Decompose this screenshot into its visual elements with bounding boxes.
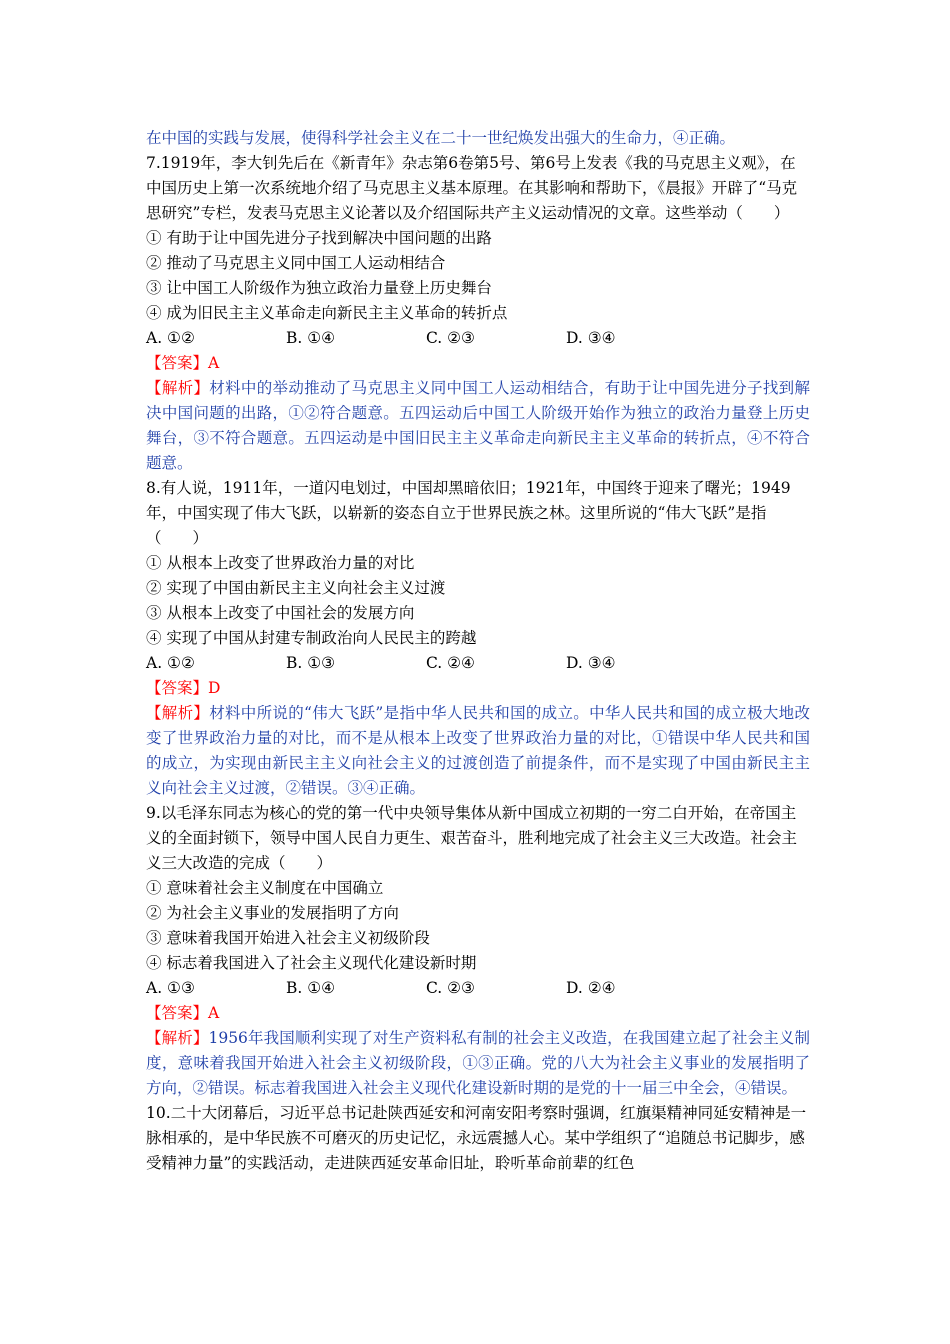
question-stem: 7.1919年，李大钊先后在《新青年》杂志第6卷第5号、第6号上发表《我的马克思主义观》，在中国历史上第一次系统地介绍了马克思主义基本原理。在其影响和帮助下，《晨报》开辟了“马克思研究”专栏，发表马克思主义论著以及介绍国际共产主义运动情况的文章。这些举动（ ） xyxy=(146,154,798,222)
answer-choices xyxy=(146,976,810,1001)
document-content xyxy=(146,126,810,1176)
answer-line xyxy=(146,351,810,376)
explanation xyxy=(146,1026,810,1101)
answer-choices xyxy=(146,651,810,676)
answer-tag: 【答案】 xyxy=(146,679,209,697)
choice-c: C. ②③ xyxy=(426,979,475,997)
answer-tag: 【答案】 xyxy=(146,1004,209,1022)
question-8 xyxy=(146,476,810,801)
option-3: ③ 让中国工人阶级作为独立政治力量登上历史舞台 xyxy=(146,279,492,297)
choice-d: D. ②④ xyxy=(566,979,616,997)
answer-value: D xyxy=(208,679,221,697)
answer-tag: 【答案】 xyxy=(146,354,209,372)
choice-a: A. ①③ xyxy=(146,979,195,997)
option-3: ③ 从根本上改变了中国社会的发展方向 xyxy=(146,604,415,622)
option-2: ② 推动了马克思主义同中国工人运动相结合 xyxy=(146,254,446,272)
option-2: ② 为社会主义事业的发展指明了方向 xyxy=(146,904,399,922)
question-stem: 10.二十大闭幕后，习近平总书记赴陕西延安和河南安阳考察时强调，红旗渠精神同延安精神是一脉相承的，是中华民族不可磨灭的历史记忆，永远震撼人心。某中学组织了“追随总书记脚步，感受精神力量”的实践活动，走进陕西延安革命旧址，聆听革命前辈的红色 xyxy=(146,1104,807,1172)
explanation xyxy=(146,701,810,801)
explanation-tag: 【解析】 xyxy=(146,704,210,722)
question-stem: 8.有人说，1911年，一道闪电划过，中国却黑暗依旧；1921年，中国终于迎来了曙光；1949年，中国实现了伟大飞跃，以崭新的姿态自立于世界民族之林。这里所说的“伟大飞跃”是指（ ） xyxy=(146,479,791,547)
explanation-text: 材料中的举动推动了马克思主义同中国工人运动相结合，有助于让中国先进分子找到解决中国问题的出路，①②符合题意。五四运动后中国工人阶级开始作为独立的政治力量登上历史舞台，③不符合题意。五四运动是中国旧民主主义革命走向新民主主义革命的转折点，④不符合题意。 xyxy=(146,379,810,472)
explanation-tag: 【解析】 xyxy=(146,379,210,397)
option-3: ③ 意味着我国开始进入社会主义初级阶段 xyxy=(146,929,430,947)
choice-d: D. ③④ xyxy=(566,654,616,672)
explanation-continuation: 在中国的实践与发展，使得科学社会主义在二十一世纪焕发出强大的生命力，④正确。 xyxy=(146,129,736,147)
explanation-tag: 【解析】 xyxy=(146,1029,209,1047)
answer-line xyxy=(146,1001,810,1026)
answer-value: A xyxy=(208,1004,220,1022)
question-stem: 9.以毛泽东同志为核心的党的第一代中央领导集体从新中国成立初期的一穷二白开始，在帝国主义的全面封锁下，领导中国人民自力更生、艰苦奋斗，胜利地完成了社会主义三大改造。社会主义三大改造的完成（ ） xyxy=(146,804,798,872)
choice-b: B. ①④ xyxy=(286,979,336,997)
option-1: ① 意味着社会主义制度在中国确立 xyxy=(146,879,384,897)
option-1: ① 从根本上改变了世界政治力量的对比 xyxy=(146,554,415,572)
option-4: ④ 成为旧民主主义革命走向新民主主义革命的转折点 xyxy=(146,304,508,322)
choice-b: B. ①④ xyxy=(286,329,336,347)
option-4: ④ 实现了中国从封建专制政治向人民民主的跨越 xyxy=(146,629,477,647)
explanation-text: 1956年我国顺利实现了对生产资料私有制的社会主义改造，在我国建立起了社会主义制度，意味着我国开始进入社会主义初级阶段，①③正确。党的八大为社会主义事业的发展指明了方向，②错误。标志着我国进入社会主义现代化建设新时期的是党的十一届三中全会，④错误。 xyxy=(146,1029,810,1097)
answer-value: A xyxy=(208,354,220,372)
choice-b: B. ①③ xyxy=(286,654,336,672)
choice-c: C. ②④ xyxy=(426,654,475,672)
choice-d: D. ③④ xyxy=(566,329,616,347)
option-1: ① 有助于让中国先进分子找到解决中国问题的出路 xyxy=(146,229,492,247)
question-10 xyxy=(146,1101,810,1176)
answer-line xyxy=(146,676,810,701)
explanation-text: 材料中所说的“伟大飞跃”是指中华人民共和国的成立。中华人民共和国的成立极大地改变了世界政治力量的对比，而不是从根本上改变了世界政治力量的对比，①错误中华人民共和国的成立，为实现由新民主主义向社会主义的过渡创造了前提条件，而不是实现了中国由新民主主义向社会主义过渡，②错误。③④正确。 xyxy=(146,704,810,797)
explanation xyxy=(146,376,810,476)
choice-a: A. ①② xyxy=(146,654,195,672)
question-9 xyxy=(146,801,810,1101)
choice-c: C. ②③ xyxy=(426,329,475,347)
option-4: ④ 标志着我国进入了社会主义现代化建设新时期 xyxy=(146,954,477,972)
answer-choices xyxy=(146,326,810,351)
option-2: ② 实现了中国由新民主主义向社会主义过渡 xyxy=(146,579,446,597)
choice-a: A. ①② xyxy=(146,329,195,347)
question-7 xyxy=(146,151,810,476)
